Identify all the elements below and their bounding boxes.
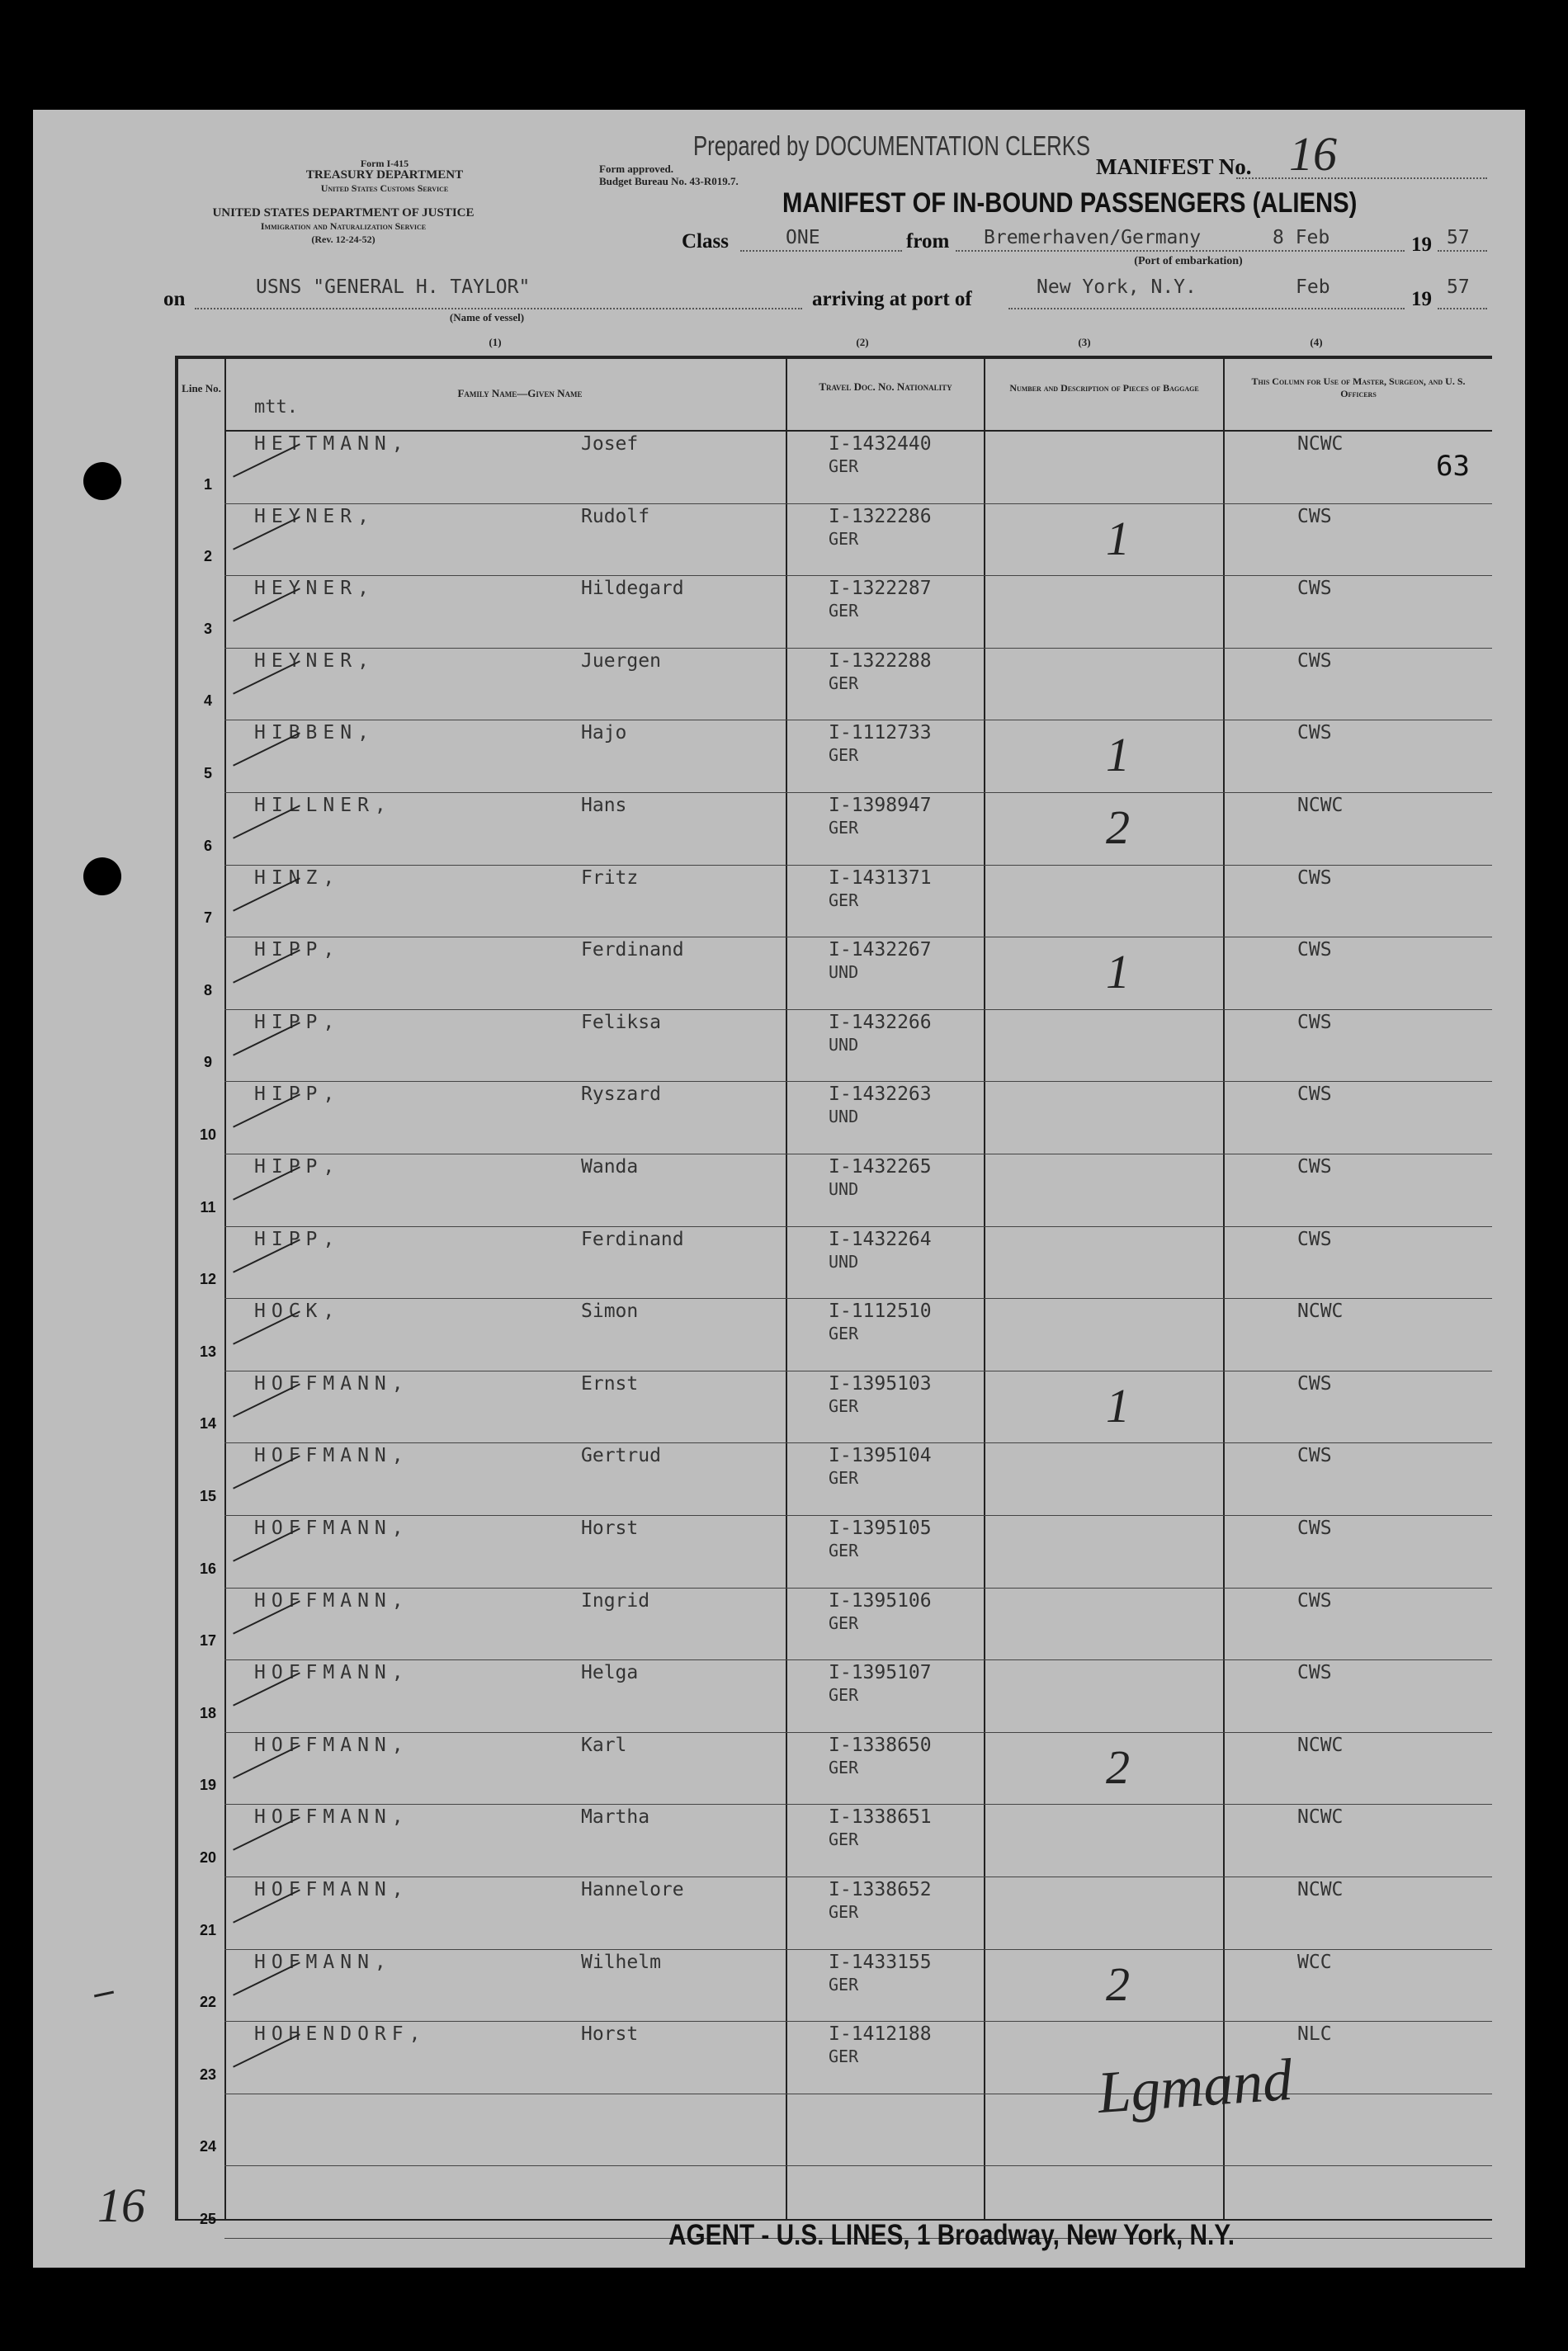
- agency-code: NCWC: [1297, 795, 1344, 816]
- footer-stamp: AGENT - U.S. LINES, 1 Broadway, New York, N.Y.: [668, 2219, 1235, 2251]
- year-line: [1438, 250, 1487, 252]
- travel-doc-number: I-1432267: [829, 939, 932, 961]
- row-rule: [224, 1298, 1492, 1299]
- agency-code: NCWC: [1297, 1301, 1344, 1323]
- mtt-note: mtt.: [254, 397, 298, 418]
- agency-code: CWS: [1297, 866, 1332, 889]
- given-name: Simon: [581, 1301, 639, 1323]
- agency-code: WCC: [1297, 1951, 1332, 1973]
- arrival-year-line: [1438, 308, 1487, 309]
- family-name: HIPP,: [254, 1011, 341, 1033]
- line-number: 22: [199, 1994, 217, 2011]
- baggage-count: 1: [1106, 945, 1130, 999]
- given-name: Hans: [581, 795, 627, 816]
- nationality: GER: [829, 601, 859, 621]
- class-value: ONE: [786, 227, 820, 248]
- line-number: 10: [199, 1126, 217, 1143]
- nationality: GER: [829, 818, 859, 838]
- line-number: 4: [203, 692, 212, 710]
- class-line: [740, 250, 902, 252]
- agency-code: NCWC: [1297, 1734, 1344, 1756]
- from-label: from: [906, 230, 950, 253]
- travel-doc-number: I-1433155: [829, 1951, 932, 1973]
- manifest-title: MANIFEST OF IN-BOUND PASSENGERS (ALIENS): [782, 187, 1358, 219]
- line-number: 7: [203, 909, 212, 927]
- agency-code: CWS: [1297, 578, 1332, 600]
- line-number: 19: [199, 1777, 217, 1794]
- family-name: HEYNER,: [254, 505, 375, 527]
- agency-code: CWS: [1297, 1589, 1332, 1612]
- travel-doc-number: I-1432440: [829, 433, 932, 455]
- given-name: Martha: [581, 1806, 650, 1829]
- given-name: Horst: [581, 1518, 639, 1539]
- year-value: 57: [1447, 227, 1470, 248]
- margin-dash: [94, 1991, 114, 1998]
- class-label: Class: [682, 230, 729, 253]
- header-baggage: Number and Description of Pieces of Baggage: [1009, 382, 1199, 394]
- given-name: Rudolf: [581, 505, 650, 527]
- nationality: GER: [829, 1612, 859, 1633]
- vessel-caption: (Name of vessel): [449, 311, 525, 323]
- nationality: GER: [829, 456, 859, 476]
- line-number: 17: [199, 1632, 217, 1650]
- given-name: Ryszard: [581, 1083, 661, 1106]
- col-num-4: (4): [1310, 336, 1323, 348]
- row-rule: [224, 2021, 1492, 2022]
- agency-code: CWS: [1297, 1518, 1332, 1539]
- row-rule: [224, 1949, 1492, 1950]
- baggage-count: 2: [1106, 1957, 1130, 2011]
- nationality: GER: [829, 1974, 859, 1995]
- nationality: GER: [829, 673, 859, 693]
- family-name: HIPP,: [254, 1156, 341, 1178]
- agency-code: CWS: [1297, 1662, 1332, 1684]
- line-number: 24: [199, 2138, 217, 2155]
- line-number: 8: [203, 981, 212, 998]
- col-num-3: (3): [1078, 336, 1091, 348]
- vessel-name: USNS "GENERAL H. TAYLOR": [256, 276, 531, 298]
- travel-doc-number: I-1432263: [829, 1083, 932, 1106]
- arriving-label: arriving at port of: [812, 288, 972, 310]
- ins-service: Immigration and Naturalization Service: [260, 220, 427, 232]
- arrival-year-prefix: 19: [1411, 288, 1432, 310]
- travel-doc-number: I-1395106: [829, 1589, 932, 1612]
- line-number: 13: [199, 1343, 217, 1360]
- row-rule: [224, 1442, 1492, 1443]
- baggage-count: 2: [1106, 800, 1130, 854]
- travel-doc-number: I-1431371: [829, 866, 932, 889]
- nationality: GER: [829, 1685, 859, 1706]
- line-number: 16: [199, 1560, 217, 1577]
- row-rule: [224, 1081, 1492, 1082]
- travel-doc-number: I-1322288: [829, 649, 932, 672]
- nationality: UND: [829, 1251, 859, 1272]
- nationality: GER: [829, 1829, 859, 1850]
- family-name: HOFFMANN,: [254, 1734, 409, 1756]
- agency-code: NLC: [1297, 2023, 1332, 2046]
- signature: Lgmand: [1095, 2046, 1295, 2127]
- line-number: 11: [200, 1198, 216, 1216]
- from-port: Bremerhaven/Germany: [984, 227, 1202, 248]
- family-name: HILLNER,: [254, 795, 392, 816]
- arrival-port: New York, N.Y.: [1037, 276, 1197, 298]
- punch-hole-bottom: [83, 857, 121, 895]
- given-name: Fritz: [581, 866, 639, 889]
- row-rule: [224, 1659, 1492, 1660]
- line-number: 3: [203, 620, 212, 637]
- nationality: UND: [829, 1034, 859, 1055]
- given-name: Hajo: [581, 722, 627, 744]
- travel-doc-number: I-1432264: [829, 1228, 932, 1250]
- travel-doc-number: I-1395103: [829, 1372, 932, 1395]
- row-rule: [224, 1804, 1492, 1805]
- family-name: HOFFMANN,: [254, 1589, 409, 1612]
- agency-code: CWS: [1297, 722, 1332, 744]
- nationality: GER: [829, 1324, 859, 1344]
- agency-code: CWS: [1297, 1445, 1332, 1467]
- agency-code: CWS: [1297, 1228, 1332, 1250]
- travel-doc-number: I-1322287: [829, 578, 932, 600]
- header-bottom-rule: [224, 430, 1492, 432]
- row-rule: [224, 648, 1492, 649]
- given-name: Gertrud: [581, 1445, 661, 1467]
- form-number: Form I-415: [360, 158, 409, 169]
- given-name: Ingrid: [581, 1589, 650, 1612]
- family-name: HIPP,: [254, 1083, 341, 1106]
- family-name: HOFMANN,: [254, 1951, 392, 1973]
- baggage-count: 2: [1106, 1740, 1130, 1794]
- travel-doc-number: I-1395105: [829, 1518, 932, 1539]
- given-name: Josef: [581, 433, 639, 455]
- row-rule: [224, 1515, 1492, 1516]
- header-line-no: Line No.: [182, 382, 221, 394]
- given-name: Helga: [581, 1662, 639, 1684]
- agency-code: NCWC: [1297, 1879, 1344, 1900]
- arrival-line: [1008, 308, 1405, 309]
- form-revision: (Rev. 12-24-52): [311, 234, 375, 245]
- margin-note: 63: [1436, 450, 1470, 483]
- line-number: 2: [203, 548, 212, 565]
- on-label: on: [163, 288, 186, 310]
- vessel-line: [195, 308, 802, 309]
- arrival-month: Feb: [1296, 276, 1330, 298]
- family-name: HOFFMANN,: [254, 1445, 409, 1467]
- nationality: GER: [829, 1541, 859, 1560]
- justice-dept: UNITED STATES DEPARTMENT OF JUSTICE: [212, 206, 475, 220]
- travel-doc-number: I-1338652: [829, 1879, 932, 1900]
- name-col-rule: [786, 356, 787, 2219]
- from-line: [956, 250, 1405, 252]
- from-date: 8 Feb: [1273, 227, 1330, 248]
- given-name: Wanda: [581, 1156, 639, 1178]
- family-name: HEYNER,: [254, 649, 375, 672]
- nationality: GER: [829, 528, 859, 549]
- customs-service: United States Customs Service: [320, 182, 449, 194]
- row-rule: [224, 503, 1492, 504]
- line-number: 25: [199, 2211, 217, 2227]
- family-name: HIPP,: [254, 939, 341, 961]
- line-number: 23: [199, 2065, 217, 2083]
- treasury-dept: TREASURY DEPARTMENT: [305, 168, 464, 182]
- travel-doc-number: I-1112510: [829, 1301, 932, 1323]
- agency-code: CWS: [1297, 1156, 1332, 1178]
- baggage-col-rule: [1223, 356, 1225, 2219]
- manifest-sheet: [33, 110, 1525, 2268]
- line-number: 5: [203, 765, 212, 781]
- row-rule: [224, 792, 1492, 793]
- family-name: HOFFMANN,: [254, 1372, 409, 1395]
- nationality: UND: [829, 962, 859, 983]
- row-rule: [224, 575, 1492, 576]
- line-number: 18: [199, 1704, 217, 1721]
- family-name: HOFFMANN,: [254, 1662, 409, 1684]
- nationality: GER: [829, 2047, 859, 2067]
- budget-bureau: Budget Bureau No. 43-R019.7.: [599, 175, 739, 187]
- given-name: Hannelore: [581, 1879, 684, 1900]
- col-num-1: (1): [489, 336, 502, 348]
- manifest-number-line: [1236, 177, 1487, 179]
- given-name: Karl: [581, 1734, 627, 1756]
- line-number: 21: [199, 1921, 217, 1938]
- line-number: 9: [203, 1054, 212, 1071]
- given-name: Hildegard: [581, 578, 684, 600]
- agency-code: CWS: [1297, 649, 1332, 672]
- baggage-count: 1: [1106, 1378, 1130, 1433]
- given-name: Juergen: [581, 649, 661, 672]
- agency-code: CWS: [1297, 939, 1332, 961]
- header-officers: This Column for Use of Master, Surgeon, and U. S. Officers: [1251, 375, 1466, 399]
- family-name: HINZ,: [254, 866, 341, 889]
- table-left-rule: [175, 356, 178, 2219]
- baggage-count: 1: [1106, 728, 1130, 782]
- family-name: HOFFMANN,: [254, 1518, 409, 1539]
- nationality: UND: [829, 1107, 859, 1127]
- family-name: HOHENDORF,: [254, 2023, 427, 2046]
- family-name: HOFFMANN,: [254, 1806, 409, 1829]
- family-name: HIPP,: [254, 1228, 341, 1250]
- punch-hole-top: [83, 462, 121, 500]
- line-no-rule: [224, 356, 226, 2219]
- family-name: HOFFMANN,: [254, 1879, 409, 1900]
- manifest-number-label: MANIFEST No.: [1096, 154, 1252, 179]
- travel-doc-number: I-1395107: [829, 1662, 932, 1684]
- nationality: GER: [829, 1468, 859, 1489]
- travel-doc-number: I-1112733: [829, 722, 932, 744]
- travel-doc-number: I-1432266: [829, 1011, 932, 1033]
- given-name: Feliksa: [581, 1011, 661, 1033]
- table-top-rule: [175, 356, 1492, 359]
- nationality: GER: [829, 890, 859, 910]
- prepared-by-stamp: Prepared by DOCUMENTATION CLERKS: [693, 130, 1091, 161]
- travel-doc-number: I-1338651: [829, 1806, 932, 1829]
- agency-code: CWS: [1297, 1083, 1332, 1106]
- given-name: Horst: [581, 2023, 639, 2046]
- travel-doc-number: I-1412188: [829, 2023, 932, 2046]
- col-num-2: (2): [856, 336, 869, 348]
- travel-doc-number: I-1338650: [829, 1734, 932, 1756]
- travel-doc-number: I-1322286: [829, 505, 932, 527]
- agency-code: CWS: [1297, 505, 1332, 527]
- baggage-count: 1: [1106, 511, 1130, 565]
- row-rule: [224, 865, 1492, 866]
- nationality: GER: [829, 1395, 859, 1416]
- nationality: UND: [829, 1179, 859, 1199]
- line-number: 1: [203, 475, 212, 493]
- agency-code: NCWC: [1297, 433, 1344, 455]
- given-name: Ferdinand: [581, 939, 684, 961]
- manifest-number-value: 16: [1289, 127, 1337, 181]
- arrival-year: 57: [1447, 276, 1470, 298]
- line-number: 20: [199, 1849, 217, 1866]
- row-rule: [224, 1588, 1492, 1589]
- line-number: 12: [199, 1271, 217, 1288]
- row-rule: [224, 1732, 1492, 1733]
- row-rule: [224, 1226, 1492, 1227]
- line-number: 6: [203, 837, 212, 854]
- header-name: Family Name—Given Name: [457, 387, 583, 399]
- given-name: Ferdinand: [581, 1228, 684, 1250]
- doc-col-rule: [984, 356, 985, 2219]
- line-number: 15: [199, 1488, 217, 1504]
- nationality: GER: [829, 1902, 859, 1922]
- family-name: HOCK,: [254, 1301, 341, 1323]
- corner-note: 16: [97, 2179, 145, 2232]
- year-prefix: 19: [1411, 234, 1432, 256]
- given-name: Ernst: [581, 1372, 639, 1395]
- travel-doc-number: I-1432265: [829, 1156, 932, 1178]
- agency-code: NCWC: [1297, 1806, 1344, 1829]
- nationality: GER: [829, 1757, 859, 1777]
- line-number: 14: [199, 1415, 217, 1433]
- given-name: Wilhelm: [581, 1951, 661, 1973]
- agency-code: CWS: [1297, 1011, 1332, 1033]
- agency-code: CWS: [1297, 1372, 1332, 1395]
- header-travel-doc: Travel Doc. No. Nationality: [819, 380, 952, 393]
- row-rule: [224, 1009, 1492, 1010]
- port-embarkation-caption: (Port of embarkation): [1134, 255, 1243, 267]
- form-approved: Form approved.: [599, 163, 674, 175]
- family-name: HETTMANN,: [254, 433, 409, 455]
- row-rule: [224, 2165, 1492, 2166]
- family-name: HIBBEN,: [254, 722, 375, 744]
- travel-doc-number: I-1395104: [829, 1445, 932, 1467]
- family-name: HEYNER,: [254, 578, 375, 600]
- travel-doc-number: I-1398947: [829, 795, 932, 816]
- nationality: GER: [829, 745, 859, 766]
